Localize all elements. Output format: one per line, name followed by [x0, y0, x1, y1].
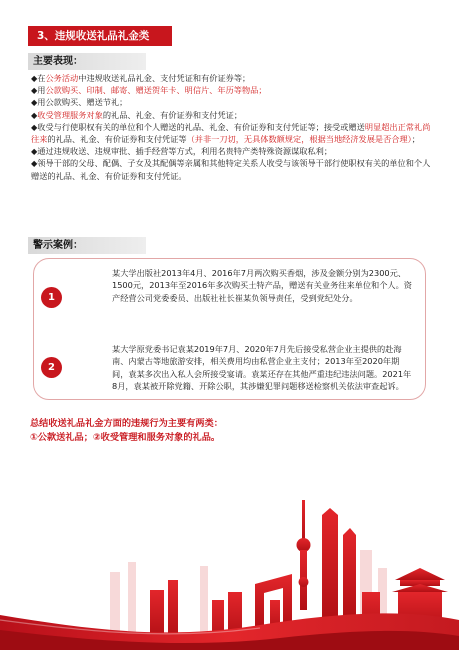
behavior-item: [31, 121, 437, 145]
item-text: ◆在: [31, 73, 46, 83]
main-behaviors-heading: 主要表现：: [28, 53, 146, 70]
item-text: ◆用: [31, 85, 46, 96]
item-text: ◆领导干部的父母、配偶、子女及其配偶等亲属和其他特定关系人收受与该领导干部行使职权有关的单位和个人赠送的礼品、礼金、有价证券和支付凭证。: [31, 158, 431, 181]
item-text: ；: [411, 134, 420, 145]
case-1-text: 某大学出版社2013年4月、2016年7月两次购买香烟，涉及金额分别为2300元、1500元，2013年至2016年多次购买土特产品，赠送有关业务往来单位和个人。资产经营公司党委委员、出版社社长崔某负领导责任，受到党纪处分。: [112, 268, 412, 303]
item-text: ◆收受与行使职权有关的单位和个人赠送的礼品、礼金、有价证券和支付凭证等；接受或赠送: [31, 121, 365, 132]
warning-cases-box: [33, 258, 426, 400]
city-skyline-illustration: [0, 480, 459, 650]
item-text: ◆通过违规收送、违规审批、插手经营等方式，利用名贵特产类特殊资源谋取私利；: [31, 146, 333, 157]
behavior-item: [31, 109, 437, 121]
behavior-item: [31, 145, 437, 157]
item-text: ◆用公款购买、赠送节礼；: [31, 97, 128, 108]
behavior-item: [31, 157, 437, 181]
highlighted-text: 收受管理服务对象: [37, 109, 103, 120]
highlighted-text: 公务活动: [45, 73, 79, 83]
case-number-badge: 2: [41, 357, 62, 378]
case-text: [112, 267, 412, 304]
item-text: 的礼品、礼金、有价证券和支付凭证等: [47, 134, 187, 145]
case-text: [112, 343, 412, 393]
item-text: 的礼品、礼金、有价证券和支付凭证；: [102, 109, 243, 120]
warning-cases-heading: 警示案例：: [28, 237, 146, 254]
item-text: ◆: [31, 109, 38, 120]
summary-line-1: 总结收送礼品礼金方面的违规行为主要有两类：: [30, 418, 223, 429]
behavior-item: [31, 96, 437, 108]
highlighted-text: （并非一刀切，无具体数额规定，根据当地经济发展是否合理）: [186, 134, 412, 145]
behavior-item: [31, 72, 437, 84]
summary: [30, 417, 430, 445]
case-2-text: 某大学原党委书记袁某2019年7月、2020年7月先后接受私营企业主提供的赴海南、内蒙古等地旅游安排，相关费用均由私营企业主支付；2013年至2020年期间，袁某多次出入私人会所接受宴请。袁某还存在其他严重违纪违法问题。2021年8月，袁某被开除党籍、开除公职，其涉嫌犯罪问题移送检察机关依法审查起诉。: [112, 344, 412, 392]
case-number-badge: 1: [41, 287, 62, 308]
highlighted-text: 明显超出正常礼尚往来: [31, 121, 431, 145]
highlighted-text: 公款购买、印制、邮寄、赠送贺年卡、明信片、年历等物品；: [45, 85, 267, 96]
main-behaviors-list: [31, 72, 437, 182]
summary-line-2: ①公款送礼品；②收受管理和服务对象的礼品。: [30, 432, 221, 443]
behavior-item: [31, 84, 437, 96]
section-title: 3、违规收送礼品礼金类: [28, 26, 172, 46]
item-text: 中违规收送礼品礼金、支付凭证和有价证券等；: [78, 73, 251, 83]
